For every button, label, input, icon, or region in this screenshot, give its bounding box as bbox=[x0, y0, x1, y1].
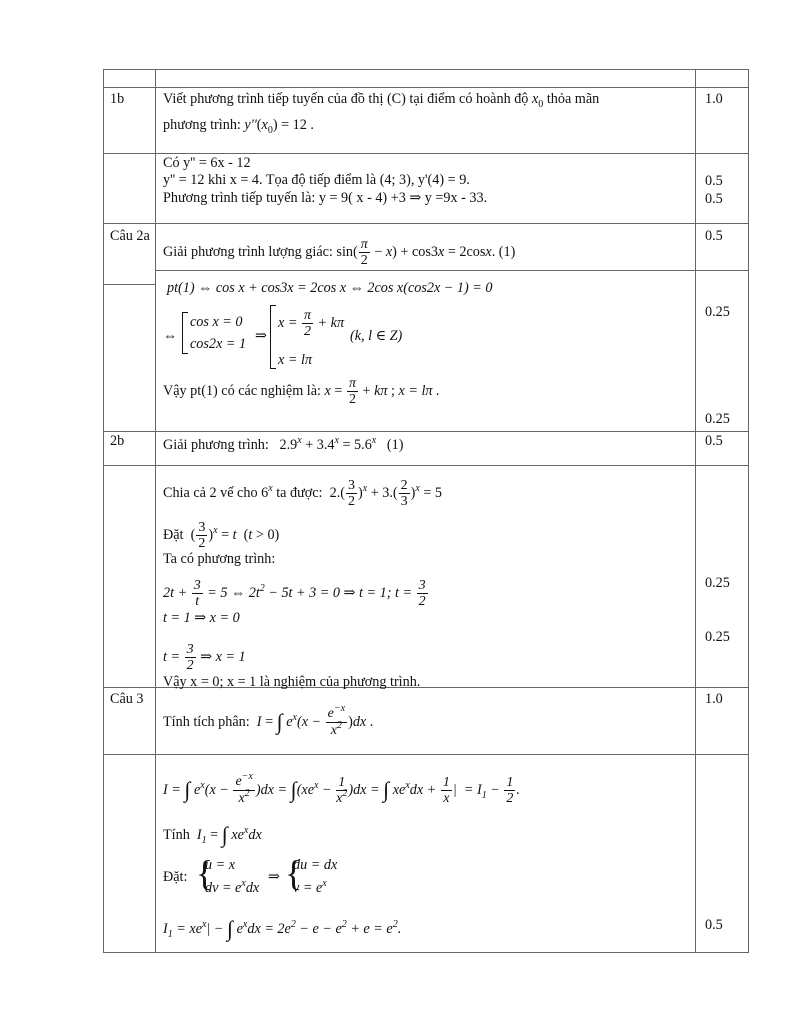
implies-sign: ⇒ bbox=[255, 328, 267, 344]
solution-text: t = 1 ⇒ x = 0 bbox=[163, 610, 240, 626]
row-label: 1b bbox=[110, 91, 125, 107]
solution-text: Chia cả 2 vế cho 6$^x$ ta được: 2.( $\frac{3}{2}$ )$^x$ + 3.( $\frac{2}{3}$ )$^x$ = 5 bbox=[163, 478, 443, 509]
table-rule bbox=[155, 270, 749, 271]
row-label: Câu 2a bbox=[110, 228, 150, 244]
solution-text: dv = $e^xdx$ bbox=[205, 878, 260, 896]
table-rule bbox=[103, 69, 104, 953]
solution-text: Vậy x = 0; x = 1 là nghiệm của phương trình. bbox=[163, 674, 421, 690]
solution-text: 2t + $\frac{3}{t}$ = 5 ⇔ $2t^2 - 5t + 3 = 0$ ⇒ t = 1; t = $\frac{3}{2}$ bbox=[163, 578, 426, 609]
table-rule bbox=[103, 465, 749, 466]
solution-text: x = $\frac{\pi}{2}$ + kπ bbox=[278, 308, 345, 339]
solution-text: pt(1) ⇔ cos x + cos3x = 2cos x ⇔ 2cos x(cos2x − 1) = 0 bbox=[167, 280, 493, 296]
table-rule bbox=[103, 223, 749, 224]
question-text: Tính tích phân: I = ∫ $e^x(x$ − $\frac{e^{-x}}{x^2}$ )dx . bbox=[163, 703, 374, 738]
system-brace: { bbox=[196, 853, 214, 893]
score: 0.5 bbox=[705, 433, 723, 449]
solution-text: Đặt ( $\frac{3}{2}$ )$^x$ = t (t > 0) bbox=[163, 520, 280, 551]
table-rule bbox=[748, 69, 749, 953]
table-rule bbox=[103, 952, 749, 953]
solution-text: Vậy pt(1) có các nghiệm là: x = $\frac{\pi}{2}$ + kπ ; x = lπ . bbox=[163, 376, 440, 407]
system-bracket bbox=[182, 312, 188, 354]
solution-text: (k, l ∈ Z) bbox=[350, 328, 403, 344]
table-rule bbox=[103, 87, 749, 88]
score: 0.25 bbox=[705, 629, 730, 645]
table-rule bbox=[695, 69, 696, 953]
table-rule bbox=[103, 69, 749, 70]
solution-text: t = $\frac{3}{2}$ ⇒ x = 1 bbox=[163, 642, 246, 673]
system-brace: { bbox=[285, 853, 303, 893]
score: 0.5 bbox=[705, 917, 723, 933]
question-text: Giải phương trình: $2.9^x + 3.4^x = 5.6^x$ (1) bbox=[163, 435, 404, 453]
solution-text: cos x = 0 bbox=[190, 314, 243, 330]
question-text: Viết phương trình tiếp tuyến của đồ thị (C) tại điểm có hoành độ $x_0$ thỏa mãn bbox=[163, 91, 600, 110]
row-label: 2b bbox=[110, 433, 125, 449]
table-rule bbox=[103, 153, 749, 154]
row-label: Câu 3 bbox=[110, 691, 144, 707]
equiv-sign: ⇔ bbox=[163, 328, 178, 344]
score: 0.25 bbox=[705, 304, 730, 320]
score: 0.5 bbox=[705, 228, 723, 244]
question-text: Giải phương trình lượng giác: sin( $\frac{\pi}{2}$ − x) + cos3x = 2cosx. (1) bbox=[163, 237, 516, 268]
solution-text: I = ∫ $e^x(x$ − $\frac{e^{-x}}{x^2}$ )$dx = \int(xe^x$ − $\frac{1}{x^2}$ )dx = ∫ $xe^xdx$ + $\frac{1}{x}$ | = $I_1$ − $\frac{1}{2}$ . bbox=[163, 771, 520, 806]
solution-text: u = x bbox=[205, 857, 236, 873]
solution-text: Tính $I_1$ = ∫ $xe^xdx$ bbox=[163, 822, 262, 847]
score: 0.5 bbox=[705, 191, 723, 207]
solution-text: x = lπ bbox=[278, 352, 313, 368]
table-rule bbox=[103, 431, 749, 432]
system-bracket bbox=[270, 305, 276, 369]
question-text: phương trình: $y''(x_0) = 12$ . bbox=[163, 117, 314, 136]
solution-text: Phương trình tiếp tuyến là: y = 9( x - 4) +3 ⇒ y =9x - 33. bbox=[163, 190, 488, 206]
score: 0.25 bbox=[705, 575, 730, 591]
solution-text: Có y'' = 6x - 12 bbox=[163, 155, 251, 171]
implies-sign: ⇒ bbox=[268, 869, 280, 885]
score: 0.25 bbox=[705, 411, 730, 427]
solution-text: y'' = 12 khi x = 4. Tọa độ tiếp điểm là (4; 3), y'(4) = 9. bbox=[163, 172, 470, 188]
solution-text: du = dx bbox=[293, 857, 338, 873]
table-rule bbox=[103, 284, 155, 285]
table-rule bbox=[103, 754, 749, 755]
table-rule bbox=[155, 69, 156, 953]
solution-text: Đặt: bbox=[163, 869, 188, 885]
solution-text: cos2x = 1 bbox=[190, 336, 247, 352]
score: 0.5 bbox=[705, 173, 723, 189]
solution-text: $I_1 = xe^x|$ − ∫ $e^xdx = 2e^2 - e - e^2 + e = e^2$. bbox=[163, 916, 402, 941]
score: 1.0 bbox=[705, 691, 723, 707]
score: 1.0 bbox=[705, 91, 723, 107]
solution-text: Ta có phương trình: bbox=[163, 551, 276, 567]
solution-text: $v = e^x$ bbox=[293, 878, 327, 896]
